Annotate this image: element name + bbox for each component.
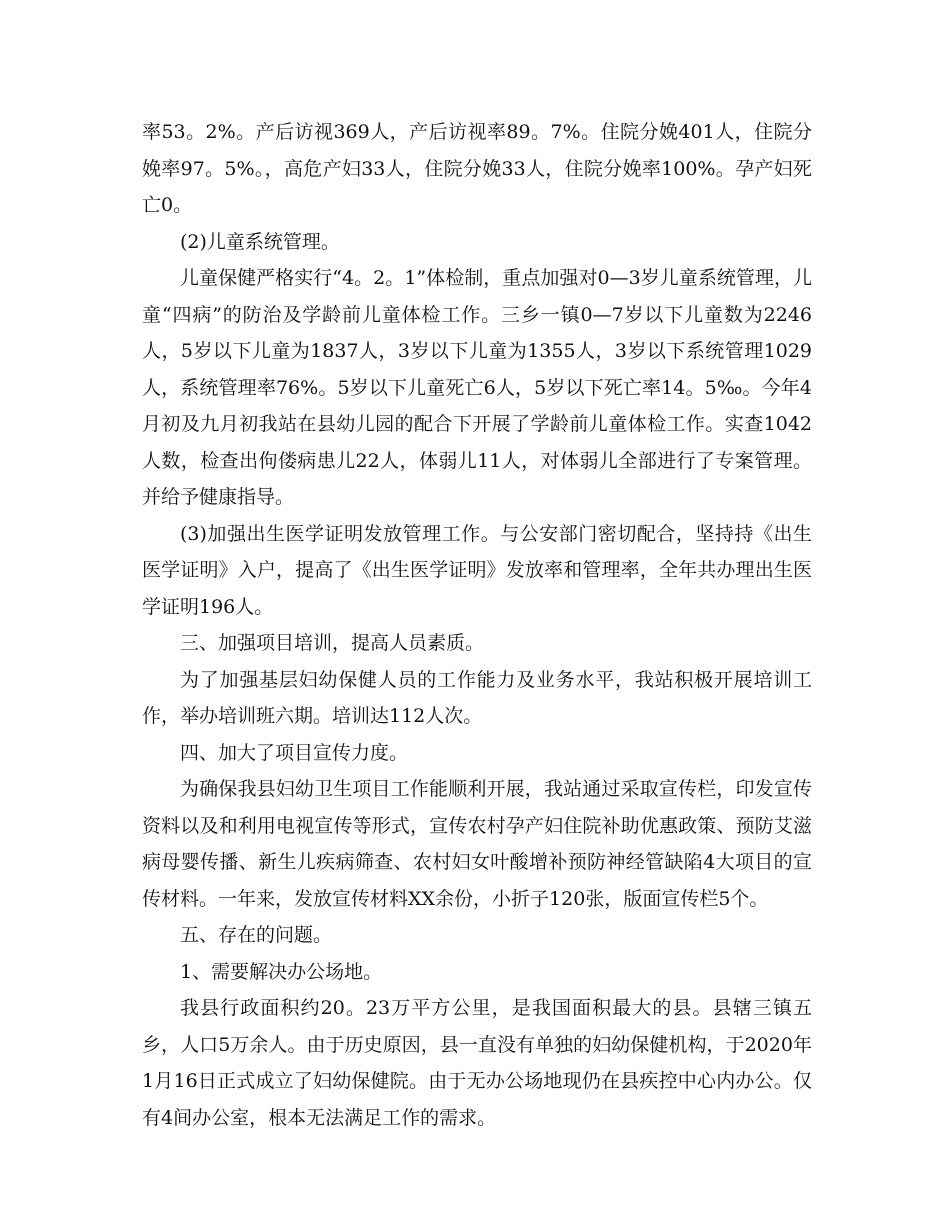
- subsection-heading: 1、需要解决办公场地。: [180, 960, 383, 983]
- paragraph: (3)加强出生医学证明发放管理工作。与公安部门密切配合，坚持持《出生医学证明》入户，提高了《出生医学证明》发放率和管理率，全年共办理出生医学证明196人。: [142, 522, 812, 618]
- paragraph: 率53。2%。产后访视369人，产后访视率89。7%。住院分娩401人，住院分娩率97。5%。，高危产妇33人，住院分娩33人，住院分娩率100%。孕产妇死亡0。: [142, 121, 812, 216]
- section-heading: 三、加强项目培训，提高人员素质。: [180, 632, 485, 654]
- document-body: [142, 114, 812, 1136]
- paragraph: 为了加强基层妇幼保健人员的工作能力及业务水平，我站积极开展培训工作，举办培训班六期。培训达112人次。: [142, 668, 812, 727]
- paragraph: 为确保我县妇幼卫生项目工作能顺利开展，我站通过采取宣传栏，印发宣传资料以及和利用电视宣传等形式，宣传农村孕产妇住院补助优惠政策、预防艾滋病母婴传播、新生儿疾病筛查、农村妇女叶酸增补预防神经管缺陷4大项目的宣传材料。一年来，发放宣传材料XX余份，小折子120张，版面宣传栏5个。: [142, 778, 812, 910]
- section-heading: 四、加大了项目宣传力度。: [180, 741, 409, 764]
- paragraph: 我县行政面积约20。23万平方公里，是我国面积最大的县。县辖三镇五乡，人口5万余人。由于历史原因，县一直没有单独的妇幼保健机构，于2020年1月16日正式成立了妇幼保健院。由于无办公场地现仍在县疾控中心内办公。仅有4间办公室，根本无法满足工作的需求。: [142, 997, 812, 1129]
- paragraph: 儿童保健严格实行“4。2。1”体检制，重点加强对0—3岁儿童系统管理，儿童“四病”的防治及学龄前儿童体检工作。三乡一镇0—7岁以下儿童数为2246人，5岁以下儿童为1837人，3岁以下儿童为1355人，3岁以下系统管理1029人，系统管理率76%。5岁以下儿童死亡6人，5岁以下死亡率14。5‰。今年4月初及九月初我站在县幼儿园的配合下开展了学龄前儿童体检工作。实查1042人数，检查出佝偻病患儿22人，体弱儿11人，对体弱儿全部进行了专案管理。并给予健康指导。: [142, 267, 812, 508]
- section-heading: 五、存在的问题。: [180, 924, 333, 946]
- section-heading: (2)儿童系统管理。: [180, 230, 340, 253]
